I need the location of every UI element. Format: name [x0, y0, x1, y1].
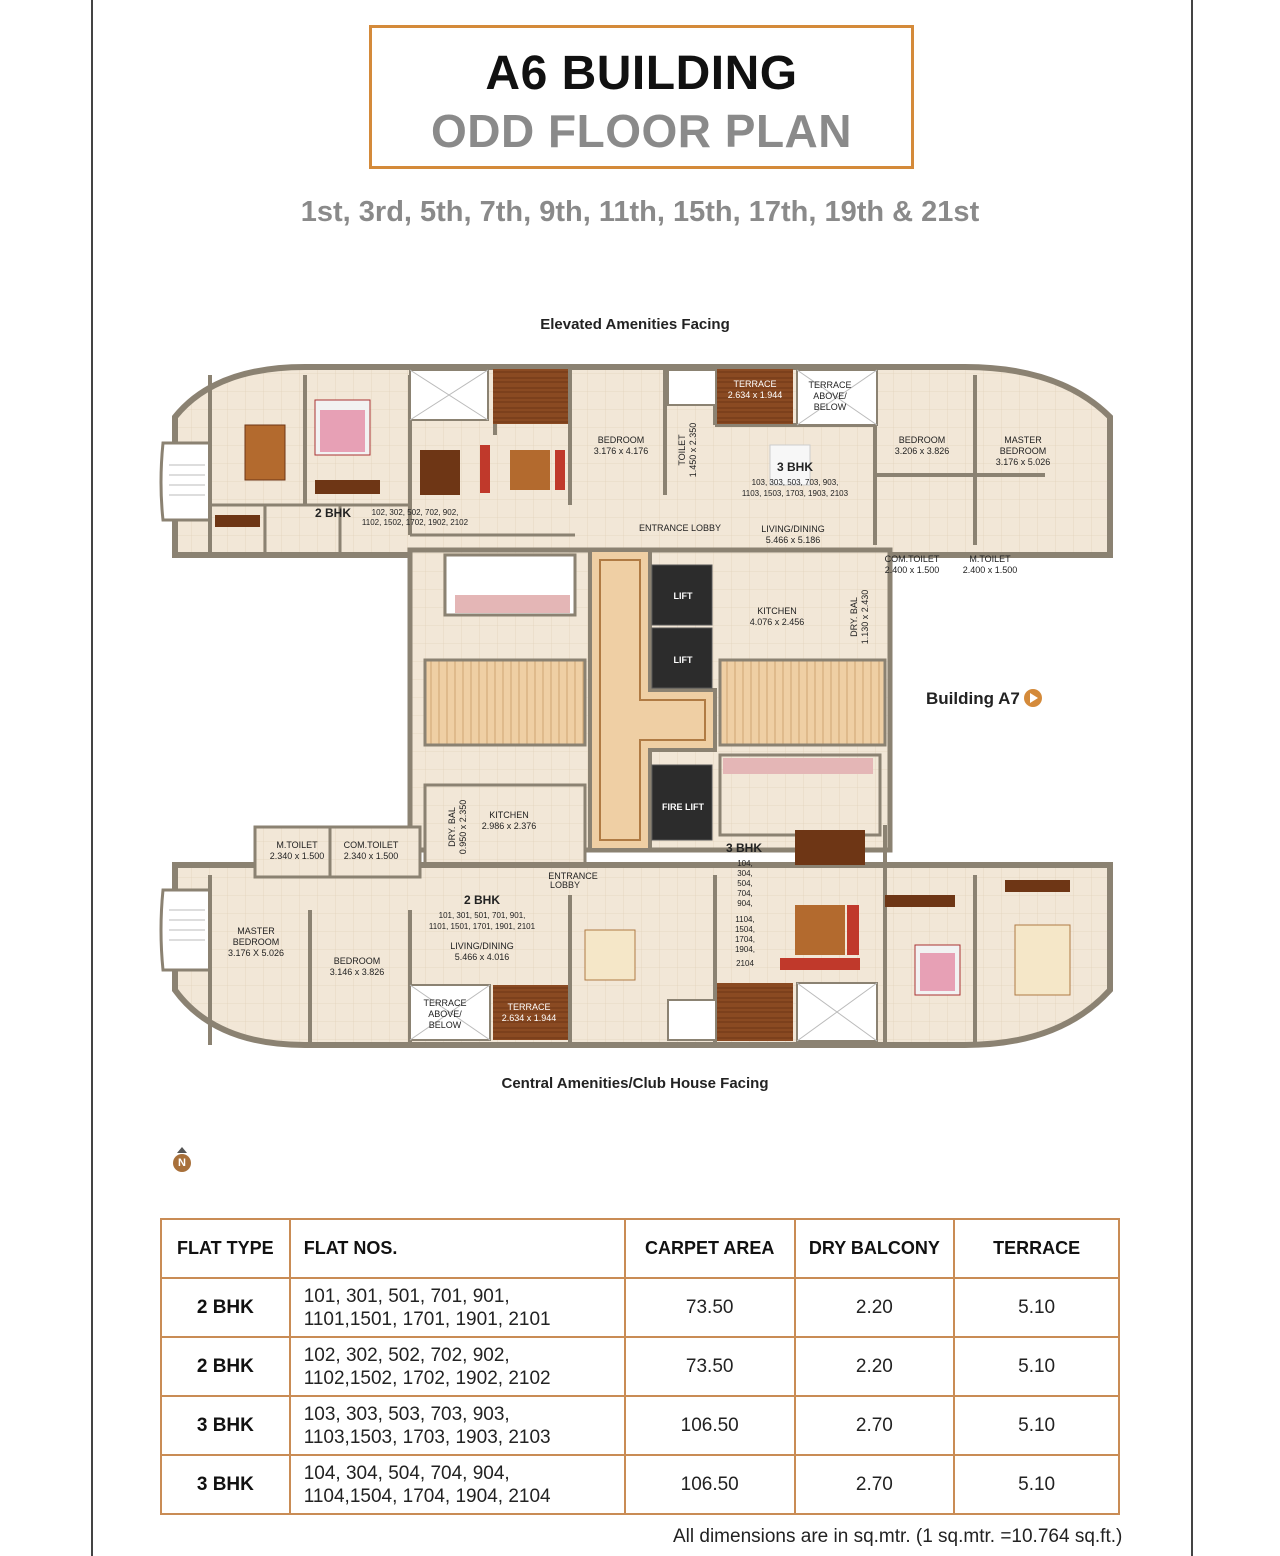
label-terrace-above-top-1: TERRACE	[808, 380, 852, 390]
balcony-left-top	[161, 443, 210, 520]
cell-flat-type: 3 BHK	[161, 1455, 290, 1514]
label-terrace-above-bot-3: BELOW	[428, 1020, 462, 1030]
building-a7-label: Building A7	[926, 689, 1020, 708]
label-3bhk-top: 3 BHK	[776, 460, 814, 474]
label-m-toilet-tr-dim: 2.400 x 1.500	[962, 565, 1018, 575]
header-carpet-area: CARPET AREA	[625, 1219, 795, 1278]
label-lift-1: LIFT	[673, 591, 693, 601]
cell-carpet-area: 106.50	[625, 1396, 795, 1455]
label-bedroom-tr-dim: 3.206 x 3.826	[894, 446, 950, 456]
label-kitchen-bot: KITCHEN	[489, 810, 529, 820]
label-3bhk-bot: 3 BHK	[725, 841, 763, 855]
label-dry-bal-top: DRY. BAL	[849, 597, 859, 637]
building-a7-link	[926, 689, 1042, 709]
label-bedroom-bl: BEDROOM	[333, 956, 381, 966]
svg-text:104,: 104,	[737, 859, 753, 868]
svg-text:704,: 704,	[737, 889, 753, 898]
label-3bhk-top-nos-2: 1103, 1503, 1703, 1903, 2103	[741, 489, 849, 498]
label-dry-bal-top-dim: 1.130 x 2.430	[860, 589, 870, 645]
label-kitchen-top: KITCHEN	[757, 606, 797, 616]
header-flat-type: FLAT TYPE	[161, 1219, 290, 1278]
cell-terrace: 5.10	[954, 1396, 1119, 1455]
dimensions-footnote: All dimensions are in sq.mtr. (1 sq.mtr. =10.764 sq.ft.)	[673, 1526, 1123, 1547]
label-2bhk-bot-nos-2: 1101, 1501, 1701, 1901, 2101	[428, 922, 536, 931]
label-living-top-dim: 5.466 x 5.186	[765, 535, 821, 545]
building-title: A6 BUILDING	[485, 47, 798, 100]
table-row	[161, 1455, 1119, 1514]
label-bedroom-tl-dim: 3.176 x 4.176	[593, 446, 649, 456]
label-bedroom-tl: BEDROOM	[597, 435, 645, 445]
label-master-tr-2: BEDROOM	[999, 446, 1047, 456]
label-master-bl-dim: 3.176 X 5.026	[227, 948, 285, 958]
label-lift-2: LIFT	[673, 655, 693, 665]
label-m-toilet-bl-dim: 2.340 x 1.500	[269, 851, 325, 861]
svg-text:1104,: 1104,	[735, 915, 755, 924]
table-row	[161, 1337, 1119, 1396]
label-living-bot-dim: 5.466 x 4.016	[454, 952, 510, 962]
cell-terrace: 5.10	[954, 1337, 1119, 1396]
label-terrace-top-dim: 2.634 x 1.944	[727, 390, 783, 400]
label-terrace-above-bot-1: TERRACE	[423, 998, 467, 1008]
plan-subtitle: ODD FLOOR PLAN	[431, 105, 852, 157]
label-dry-bal-bot-dim: 0.950 x 2.350	[458, 799, 468, 855]
north-indicator	[171, 1147, 193, 1177]
cell-dry-balcony: 2.70	[795, 1455, 955, 1514]
page-border-left	[91, 0, 93, 1556]
label-com-toilet-tr-dim: 2.400 x 1.500	[884, 565, 940, 575]
label-bedroom-tr: BEDROOM	[898, 435, 946, 445]
north-label: N	[173, 1154, 191, 1172]
header-dry-balcony: DRY BALCONY	[795, 1219, 955, 1278]
cell-flat-type: 2 BHK	[161, 1278, 290, 1337]
label-bedroom-bl-dim: 3.146 x 3.826	[329, 967, 385, 977]
label-2bhk-top-nos-1: 102, 302, 502, 702, 902,	[371, 508, 459, 517]
cell-carpet-area: 73.50	[625, 1278, 795, 1337]
label-3bhk-top-nos-1: 103, 303, 503, 703, 903,	[751, 478, 839, 487]
header-terrace: TERRACE	[954, 1219, 1119, 1278]
cell-carpet-area: 106.50	[625, 1455, 795, 1514]
svg-text:1504,: 1504,	[734, 925, 756, 934]
north-arrow-icon	[177, 1147, 187, 1153]
cell-dry-balcony: 2.70	[795, 1396, 955, 1455]
label-terrace-above-bot-2: ABOVE/	[428, 1009, 462, 1019]
title-box	[369, 25, 914, 169]
floors-list: 1st, 3rd, 5th, 7th, 9th, 11th, 15th, 17th, 19th & 21st	[300, 196, 980, 228]
label-2bhk-bot-nos-1: 101, 301, 501, 701, 901,	[438, 911, 526, 920]
cell-flat-nos: 104, 304, 504, 704, 904, 1104,1504, 1704, 1904, 2104	[290, 1455, 625, 1514]
label-living-top: LIVING/DINING	[761, 524, 825, 534]
cell-dry-balcony: 2.20	[795, 1278, 955, 1337]
cell-carpet-area: 73.50	[625, 1337, 795, 1396]
arrow-right-icon	[1024, 689, 1042, 707]
label-terrace-top: TERRACE	[733, 379, 777, 389]
label-master-tr-dim: 3.176 x 5.026	[995, 457, 1051, 467]
label-com-toilet-bl: COM.TOILET	[343, 840, 399, 850]
label-entrance-lobby-bot-1: ENTRANCE	[548, 871, 598, 881]
table-header-row	[161, 1219, 1119, 1278]
label-kitchen-top-dim: 4.076 x 2.456	[749, 617, 805, 627]
header-flat-nos: FLAT NOS.	[290, 1219, 625, 1278]
label-terrace-above-top-2: ABOVE/	[813, 391, 847, 401]
label-2bhk-top-nos-2: 1102, 1502, 1702, 1902, 2102	[361, 518, 469, 527]
cell-flat-nos: 101, 301, 501, 701, 901, 1101,1501, 1701, 1901, 2101	[290, 1278, 625, 1337]
label-2bhk-bot: 2 BHK	[463, 893, 501, 907]
facing-bottom-label: Central Amenities/Club House Facing	[501, 1075, 769, 1092]
label-terrace-bot: TERRACE	[507, 1002, 551, 1012]
label-2bhk-top: 2 BHK	[314, 506, 352, 520]
label-master-bl-2: BEDROOM	[232, 937, 280, 947]
label-fire-lift: FIRE LIFT	[662, 802, 704, 812]
label-toilet-dim: 1.450 x 2.350	[688, 422, 698, 478]
label-com-toilet-tr: COM.TOILET	[884, 554, 940, 564]
facing-top-label: Elevated Amenities Facing	[540, 316, 730, 333]
svg-text:504,: 504,	[737, 879, 753, 888]
svg-text:2104: 2104	[736, 959, 754, 968]
cell-flat-type: 2 BHK	[161, 1337, 290, 1396]
table-row	[161, 1396, 1119, 1455]
core	[410, 550, 890, 865]
label-entrance-lobby-bot-2: LOBBY	[549, 880, 581, 890]
cell-dry-balcony: 2.20	[795, 1337, 955, 1396]
label-entrance-lobby-top: ENTRANCE LOBBY	[638, 523, 722, 533]
cell-flat-type: 3 BHK	[161, 1396, 290, 1455]
flat-details-table	[160, 1218, 1120, 1515]
label-kitchen-bot-dim: 2.986 x 2.376	[481, 821, 537, 831]
label-living-bot: LIVING/DINING	[450, 941, 514, 951]
label-dry-bal-bot: DRY. BAL	[447, 807, 457, 847]
table-row	[161, 1278, 1119, 1337]
svg-text:304,: 304,	[737, 869, 753, 878]
cell-flat-nos: 102, 302, 502, 702, 902, 1102,1502, 1702, 1902, 2102	[290, 1337, 625, 1396]
cell-terrace: 5.10	[954, 1455, 1119, 1514]
label-master-bl-1: MASTER	[237, 926, 275, 936]
label-com-toilet-bl-dim: 2.340 x 1.500	[343, 851, 399, 861]
top-wing	[161, 367, 1110, 555]
page-border-right	[1191, 0, 1193, 1556]
label-terrace-above-top-3: BELOW	[813, 402, 847, 412]
cell-flat-nos: 103, 303, 503, 703, 903, 1103,1503, 1703, 1903, 2103	[290, 1396, 625, 1455]
label-master-tr-1: MASTER	[1004, 435, 1042, 445]
svg-text:904,: 904,	[737, 899, 753, 908]
svg-text:1704,: 1704,	[734, 935, 756, 944]
label-m-toilet-tr: M.TOILET	[969, 554, 1011, 564]
label-toilet: TOILET	[677, 434, 687, 466]
label-m-toilet-bl: M.TOILET	[276, 840, 318, 850]
label-terrace-bot-dim: 2.634 x 1.944	[501, 1013, 557, 1023]
cell-terrace: 5.10	[954, 1278, 1119, 1337]
svg-text:1904,: 1904,	[734, 945, 756, 954]
